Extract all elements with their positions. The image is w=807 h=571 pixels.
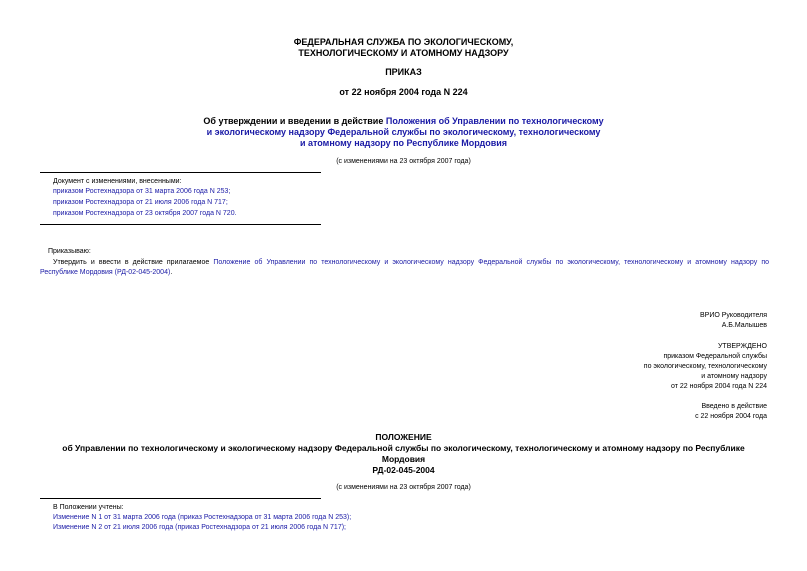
effective-line2: с 22 ноября 2004 года [695, 413, 767, 420]
title-link-part1[interactable]: Положения об Управлении по технологическому [385, 116, 604, 126]
document-date: от 22 ноября 2004 года N 224 [339, 87, 468, 97]
regulation-subtitle-line2: Мордовия [381, 454, 426, 464]
change-link-3[interactable]: приказом Ростехнадзора от 23 октября 2007 года N 720. [53, 210, 237, 217]
document-title [0, 116, 807, 127]
regulation-changes-rule [40, 498, 321, 499]
changes-top-rule [40, 172, 321, 173]
order-text-prefix: Утвердить и ввести в действие прилагаемое [53, 259, 214, 266]
regulation-code: РД-02-045-2004 [372, 465, 435, 475]
change-link-2[interactable]: приказом Ростехнадзора от 21 июля 2006 года N 717; [53, 199, 228, 206]
approved-line2: приказом Федеральной службы [663, 353, 767, 360]
document-type: ПРИКАЗ [385, 67, 422, 77]
title-prefix: Об утверждении и введении в действие [203, 116, 386, 126]
document-title-line2 [0, 127, 807, 138]
regulation-link-line2[interactable]: Республике Мордовия (РД-02-045-2004) [40, 269, 171, 276]
approved-label: УТВЕРЖДЕНО [717, 343, 767, 350]
order-text-suffix: . [170, 269, 173, 276]
regulation-change-link-1[interactable]: Изменение N 1 от 31 марта 2006 года (приказ Ростехнадзора от 31 марта 2006 года N 253); [53, 514, 352, 521]
approved-line5: от 22 ноября 2004 года N 224 [671, 383, 767, 390]
signature-position: ВРИО Руководителя [700, 312, 767, 319]
signature-name: А.Б.Малышев [721, 322, 767, 329]
regulation-change-link-2[interactable]: Изменение N 2 от 21 июля 2006 года (приказ Ростехнадзора от 21 июля 2006 года N 717); [53, 524, 346, 531]
changes-heading: Документ с изменениями, внесенными: [53, 178, 182, 185]
document-title-line3 [0, 138, 807, 149]
regulation-changes-heading: В Положении учтены: [53, 504, 124, 511]
changes-bottom-rule [40, 224, 321, 225]
order-word: Приказываю: [48, 248, 91, 255]
approved-line3: по экологическому, технологическому [643, 363, 767, 370]
amendment-note: (с изменениями на 23 октября 2007 года) [336, 158, 471, 165]
change-link-1[interactable]: приказом Ростехнадзора от 31 марта 2006 года N 253; [53, 188, 231, 195]
effective-line1: Введено в действие [701, 403, 767, 410]
order-text-line1 [53, 258, 769, 267]
agency-name-line2: ТЕХНОЛОГИЧЕСКОМУ И АТОМНОМУ НАДЗОРУ [298, 48, 509, 58]
title-link-part2[interactable]: и экологическому надзору Федеральной службы по экологическому, технологическому [206, 127, 601, 137]
title-link-part3[interactable]: и атомному надзору по Республике Мордовия [299, 138, 508, 148]
regulation-subtitle-line1: об Управлении по технологическому и экологическому надзору Федеральной службы по экологическому, технологическому и атомному надзору по Республике [62, 443, 745, 453]
agency-name-line1: ФЕДЕРАЛЬНАЯ СЛУЖБА ПО ЭКОЛОГИЧЕСКОМУ, [293, 37, 514, 47]
regulation-heading: ПОЛОЖЕНИЕ [375, 432, 432, 442]
regulation-link-line1[interactable]: Положение об Управлении по технологическому и экологическому надзору Федеральной службы по экологическому, технологическому и атомному надзору по [213, 259, 770, 266]
approved-line4: и атомному надзору [701, 373, 767, 380]
order-text-line2 [40, 268, 172, 277]
regulation-amendment-note: (с изменениями на 23 октября 2007 года) [336, 484, 471, 491]
